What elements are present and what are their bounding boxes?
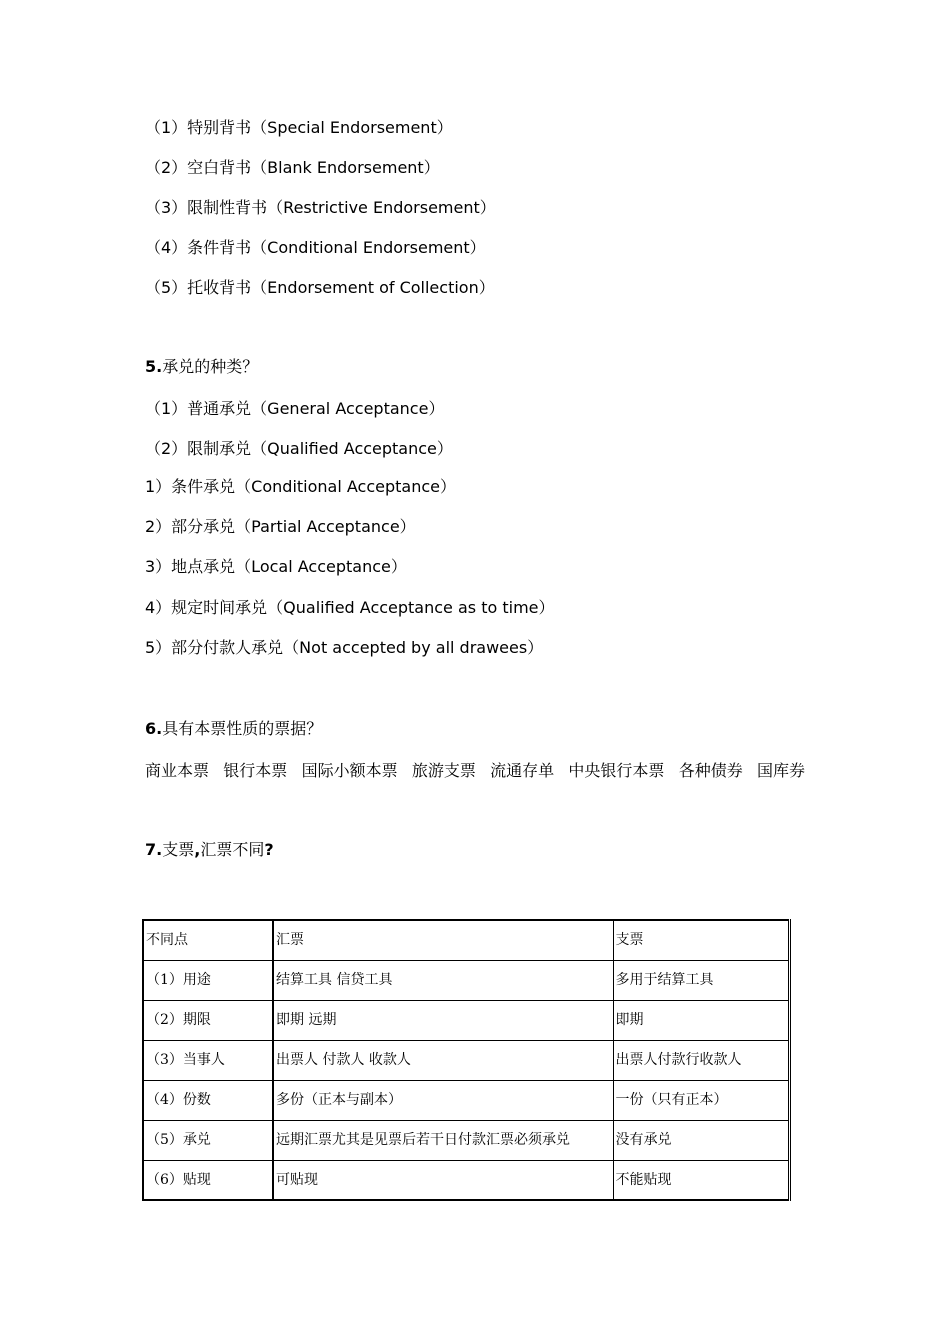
section-5-number: 5.: [145, 357, 163, 376]
comparison-table: [142, 919, 791, 1201]
section-7-question-mark: ?: [264, 840, 274, 859]
table-header-cell: 汇票: [273, 920, 613, 960]
section-6-title: 具有本票性质的票据？: [162, 719, 323, 738]
endorsement-type-2: （2）空白背书（Blank Endorsement）: [145, 158, 440, 177]
section-7-title-a: 支票: [162, 840, 195, 859]
note-type-item: 中央银行本票: [568, 761, 665, 780]
acceptance-type-qualified: （2）限制承兑（Qualified Acceptance）: [145, 439, 453, 458]
acceptance-subtype-conditional: 1）条件承兑（Conditional Acceptance）: [145, 477, 456, 496]
acceptance-subtype-drawees: 5）部分付款人承兑（Not accepted by all drawees）: [145, 638, 544, 657]
endorsement-type-4: （4）条件背书（Conditional Endorsement）: [145, 238, 486, 257]
section-7-heading: [145, 839, 274, 861]
acceptance-subtype-local: 3）地点承兑（Local Acceptance）: [145, 557, 407, 576]
section-5-title: 承兑的种类？: [162, 357, 259, 376]
acceptance-type-general: （1）普通承兑（General Acceptance）: [145, 399, 445, 418]
table-cell: 不能贴现: [613, 1160, 789, 1200]
table-cell: （1）用途: [143, 960, 273, 1000]
section-7-title-b: 汇票不同: [200, 840, 265, 859]
acceptance-subtype-partial: 2）部分承兑（Partial Acceptance）: [145, 517, 416, 536]
table-cell: （5）承兑: [143, 1120, 273, 1160]
table-cell: 多份（正本与副本）: [273, 1080, 613, 1120]
section-6-number: 6.: [145, 719, 163, 738]
table-cell: （6）贴现: [143, 1160, 273, 1200]
table-cell: 出票人付款行收款人: [613, 1040, 789, 1080]
table-row: [143, 1080, 789, 1120]
table-row: [143, 1040, 789, 1080]
table-cell: 即期 远期: [273, 1000, 613, 1040]
note-type-item: 国际小额本票: [301, 761, 398, 780]
endorsement-type-1: （1）特别背书（Special Endorsement）: [145, 118, 453, 137]
table-header-cell: 不同点: [143, 920, 273, 960]
table-cell: 远期汇票尤其是见票后若干日付款汇票必须承兑: [273, 1120, 613, 1160]
table-cell: 即期: [613, 1000, 789, 1040]
section-7-number: 7.: [145, 840, 163, 859]
table-cell: 一份（只有正本）: [613, 1080, 789, 1120]
note-type-item: 各种债券: [678, 761, 743, 780]
promissory-note-types: [145, 760, 805, 782]
table-cell: （4）份数: [143, 1080, 273, 1120]
table-header-cell: 支票: [613, 920, 789, 960]
table-row: [143, 1120, 789, 1160]
section-5-heading: [145, 356, 258, 378]
table-header-row: [143, 920, 789, 960]
note-type-item: 商业本票: [145, 761, 210, 780]
note-type-item: 国库券: [756, 761, 805, 780]
endorsement-type-5: （5）托收背书（Endorsement of Collection）: [145, 278, 495, 297]
acceptance-subtype-time: 4）规定时间承兑（Qualified Acceptance as to time）: [145, 598, 555, 617]
note-type-item: 旅游支票: [411, 761, 476, 780]
table-row: [143, 1160, 789, 1200]
table-cell: 结算工具 信贷工具: [273, 960, 613, 1000]
table-cell: 出票人 付款人 收款人: [273, 1040, 613, 1080]
table-cell: 多用于结算工具: [613, 960, 789, 1000]
table-cell: （2）期限: [143, 1000, 273, 1040]
table-row: [143, 960, 789, 1000]
table-cell: 可贴现: [273, 1160, 613, 1200]
note-type-item: 流通存单: [490, 761, 555, 780]
section-7-separator: ,: [194, 840, 201, 859]
table-cell: （3）当事人: [143, 1040, 273, 1080]
section-6-heading: [145, 718, 322, 740]
table-row: [143, 1000, 789, 1040]
table-cell: 没有承兑: [613, 1120, 789, 1160]
note-type-item: 银行本票: [223, 761, 288, 780]
endorsement-type-3: （3）限制性背书（Restrictive Endorsement）: [145, 198, 496, 217]
